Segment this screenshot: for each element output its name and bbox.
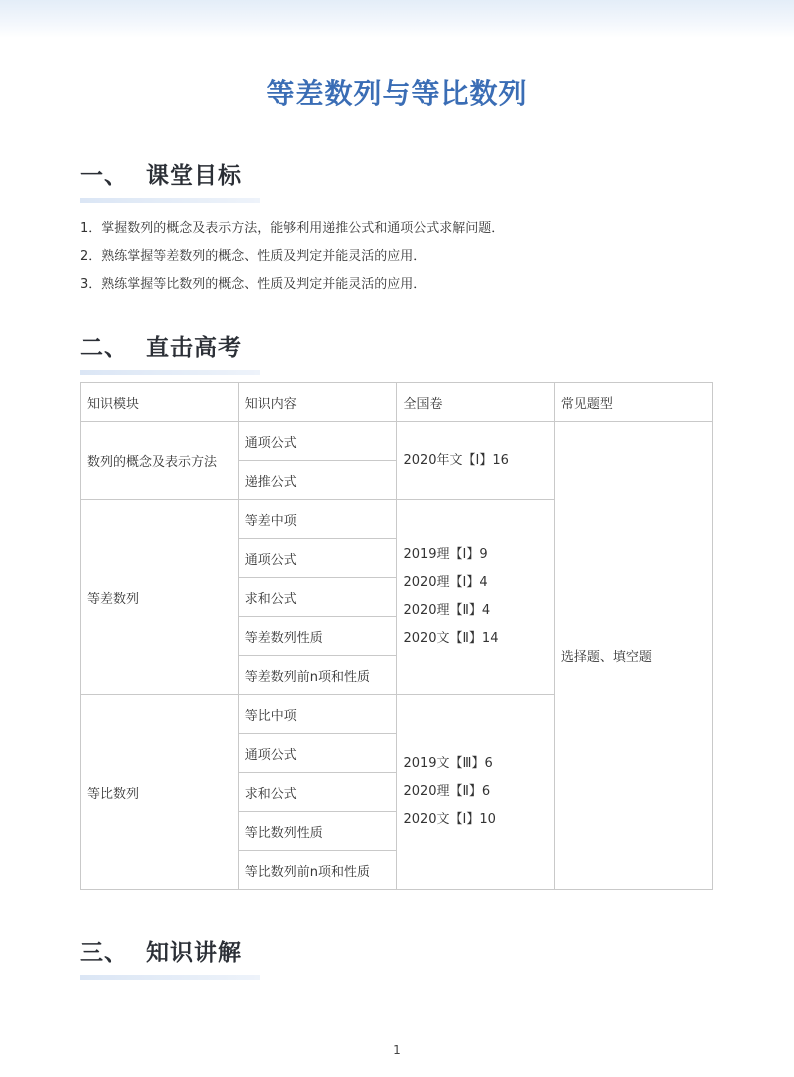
content-cell: 递推公式 [238,461,397,500]
content-cell: 求和公式 [238,578,397,617]
section-heading [80,329,260,362]
exam-cell [397,422,554,500]
exam-cell [397,695,554,890]
header-cell: 知识内容 [238,383,397,422]
header-cell: 常见题型 [554,383,712,422]
exam-entry: 2020理【Ⅱ】4 [403,603,491,618]
content-cell: 等差数列前n项和性质 [238,656,397,695]
exam-entry: 2020文【Ⅱ】14 [403,631,499,646]
page-number: 1 [393,1043,401,1057]
section-title-text: 知识讲解 [146,940,242,966]
exam-entry: 2020理【Ⅰ】4 [403,575,488,590]
document-title: 等差数列与等比数列 [266,77,528,110]
content-cell: 等差中项 [238,500,397,539]
content-cell: 通项公式 [238,734,397,773]
table-header-row [81,383,713,422]
section-goals [80,157,260,203]
section-underline [80,975,260,980]
section-exam [80,329,260,375]
content-cell: 通项公式 [238,422,397,461]
header-cell: 全国卷 [397,383,554,422]
content-cell: 等比数列前n项和性质 [238,851,397,890]
module-cell: 等差数列 [81,500,239,695]
section-underline [80,370,260,375]
goal-item: 2．熟练掌握等差数列的概念、性质及判定并能灵活的应用． [80,249,427,264]
exam-entry: 2020文【Ⅰ】10 [403,812,496,827]
exam-cell [397,500,554,695]
section-number: 一、 [80,163,128,189]
goals-list [80,215,504,299]
exam-entry: 2020年文【Ⅰ】16 [403,452,509,468]
section-title-text: 直击高考 [146,335,242,361]
section-heading [80,157,260,190]
exam-entry: 2019理【Ⅰ】9 [403,547,488,562]
goal-item: 1．掌握数列的概念及表示方法，能够利用递推公式和通项公式求解问题． [80,221,505,236]
exam-entry: 2020理【Ⅱ】6 [403,784,491,799]
header-cell: 知识模块 [81,383,239,422]
section-number: 二、 [80,335,128,361]
content-cell: 等差数列性质 [238,617,397,656]
module-cell: 等比数列 [81,695,239,890]
section-title-text: 课堂目标 [146,163,242,189]
module-cell: 数列的概念及表示方法 [81,422,239,500]
knowledge-table [80,382,713,890]
content-cell: 求和公式 [238,773,397,812]
content-cell: 通项公式 [238,539,397,578]
content-cell: 等比中项 [238,695,397,734]
content-cell: 等比数列性质 [238,812,397,851]
question-type-cell: 选择题、填空题 [554,422,712,890]
header-band [0,0,794,38]
goal-item: 3．熟练掌握等比数列的概念、性质及判定并能灵活的应用． [80,277,427,292]
table-row [81,422,713,461]
section-knowledge [80,934,260,980]
section-heading [80,934,260,967]
section-number: 三、 [80,940,128,966]
exam-entry: 2019文【Ⅲ】6 [403,756,493,771]
section-underline [80,198,260,203]
